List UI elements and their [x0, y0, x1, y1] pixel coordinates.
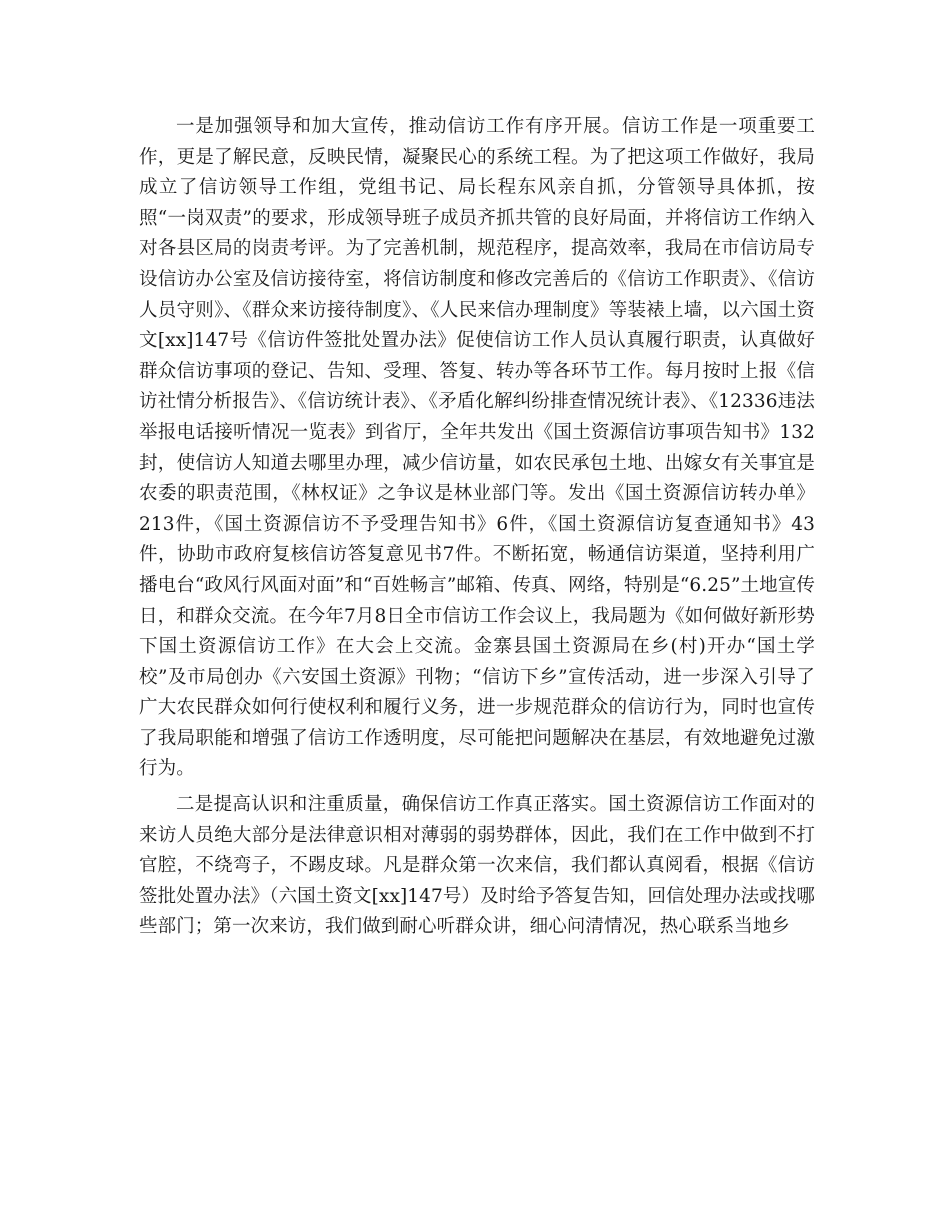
body-paragraph-1: 一是加强领导和加大宣传，推动信访工作有序开展。信访工作是一项重要工作，更是了解民意，反映民情，凝聚民心的系统工程。为了把这项工作做好，我局成立了信访领导工作组，党组书记、局长程东风亲自抓，分管领导具体抓，按照“一岗双责”的要求，形成领导班子成员齐抓共管的良好局面，并将信访工作纳入对各县区局的岗责考评。为了完善机制，规范程序，提高效率，我局在市信访局专设信访办公室及信访接待室，将信访制度和修改完善后的《信访工作职责》、《信访人员守则》、《群众来访接待制度》、《人民来信办理制度》等装裱上墙，以六国土资文[xx]147号《信访件签批处置办法》促使信访工作人员认真履行职责，认真做好群众信访事项的登记、告知、受理、答复、转办等各环节工作。每月按时上报《信访社情分析报告》、《信访统计表》、《矛盾化解纠纷排查情况统计表》、《12336违法举报电话接听情况一览表》到省厅，全年共发出《国土资源信访事项告知书》132封，使信访人知道去哪里办理，减少信访量，如农民承包土地、出嫁女有关事宜是农委的职责范围，《林权证》之争议是林业部门等。发出《国土资源信访转办单》213件，《国土资源信访不予受理告知书》6件，《国土资源信访复查通知书》43件，协助市政府复核信访答复意见书7件。不断拓宽，畅通信访渠道，坚持利用广播电台“政风行风面对面”和“百姓畅言”邮箱、传真、网络，特别是“6.25”土地宣传日，和群众交流。在今年7月8日全市信访工作会议上，我局题为《如何做好新形势下国土资源信访工作》在大会上交流。金寨县国土资源局在乡(村)开办“国土学校”及市局创办《六安国土资源》刊物；“信访下乡”宣传活动，进一步深入引导了广大农民群众如何行使权利和履行义务，进一步规范群众的信访行为，同时也宣传了我局职能和增强了信访工作透明度，尽可能把问题解决在基层，有效地避免过激行为。 [139, 116, 815, 780]
document-page [139, 112, 815, 943]
body-paragraph-2: 二是提高认识和注重质量，确保信访工作真正落实。国土资源信访工作面对的来访人员绝大部分是法律意识相对薄弱的弱势群体，因此，我们在工作中做到不打官腔，不绕弯子，不踢皮球。凡是群众第一次来信，我们都认真阅看，根据《信访签批处置办法》（六国土资文[xx]147号）及时给予答复告知，回信处理办法或找哪些部门；第一次来访，我们做到耐心听群众讲，细心问清情况，热心联系当地乡 [139, 794, 815, 938]
